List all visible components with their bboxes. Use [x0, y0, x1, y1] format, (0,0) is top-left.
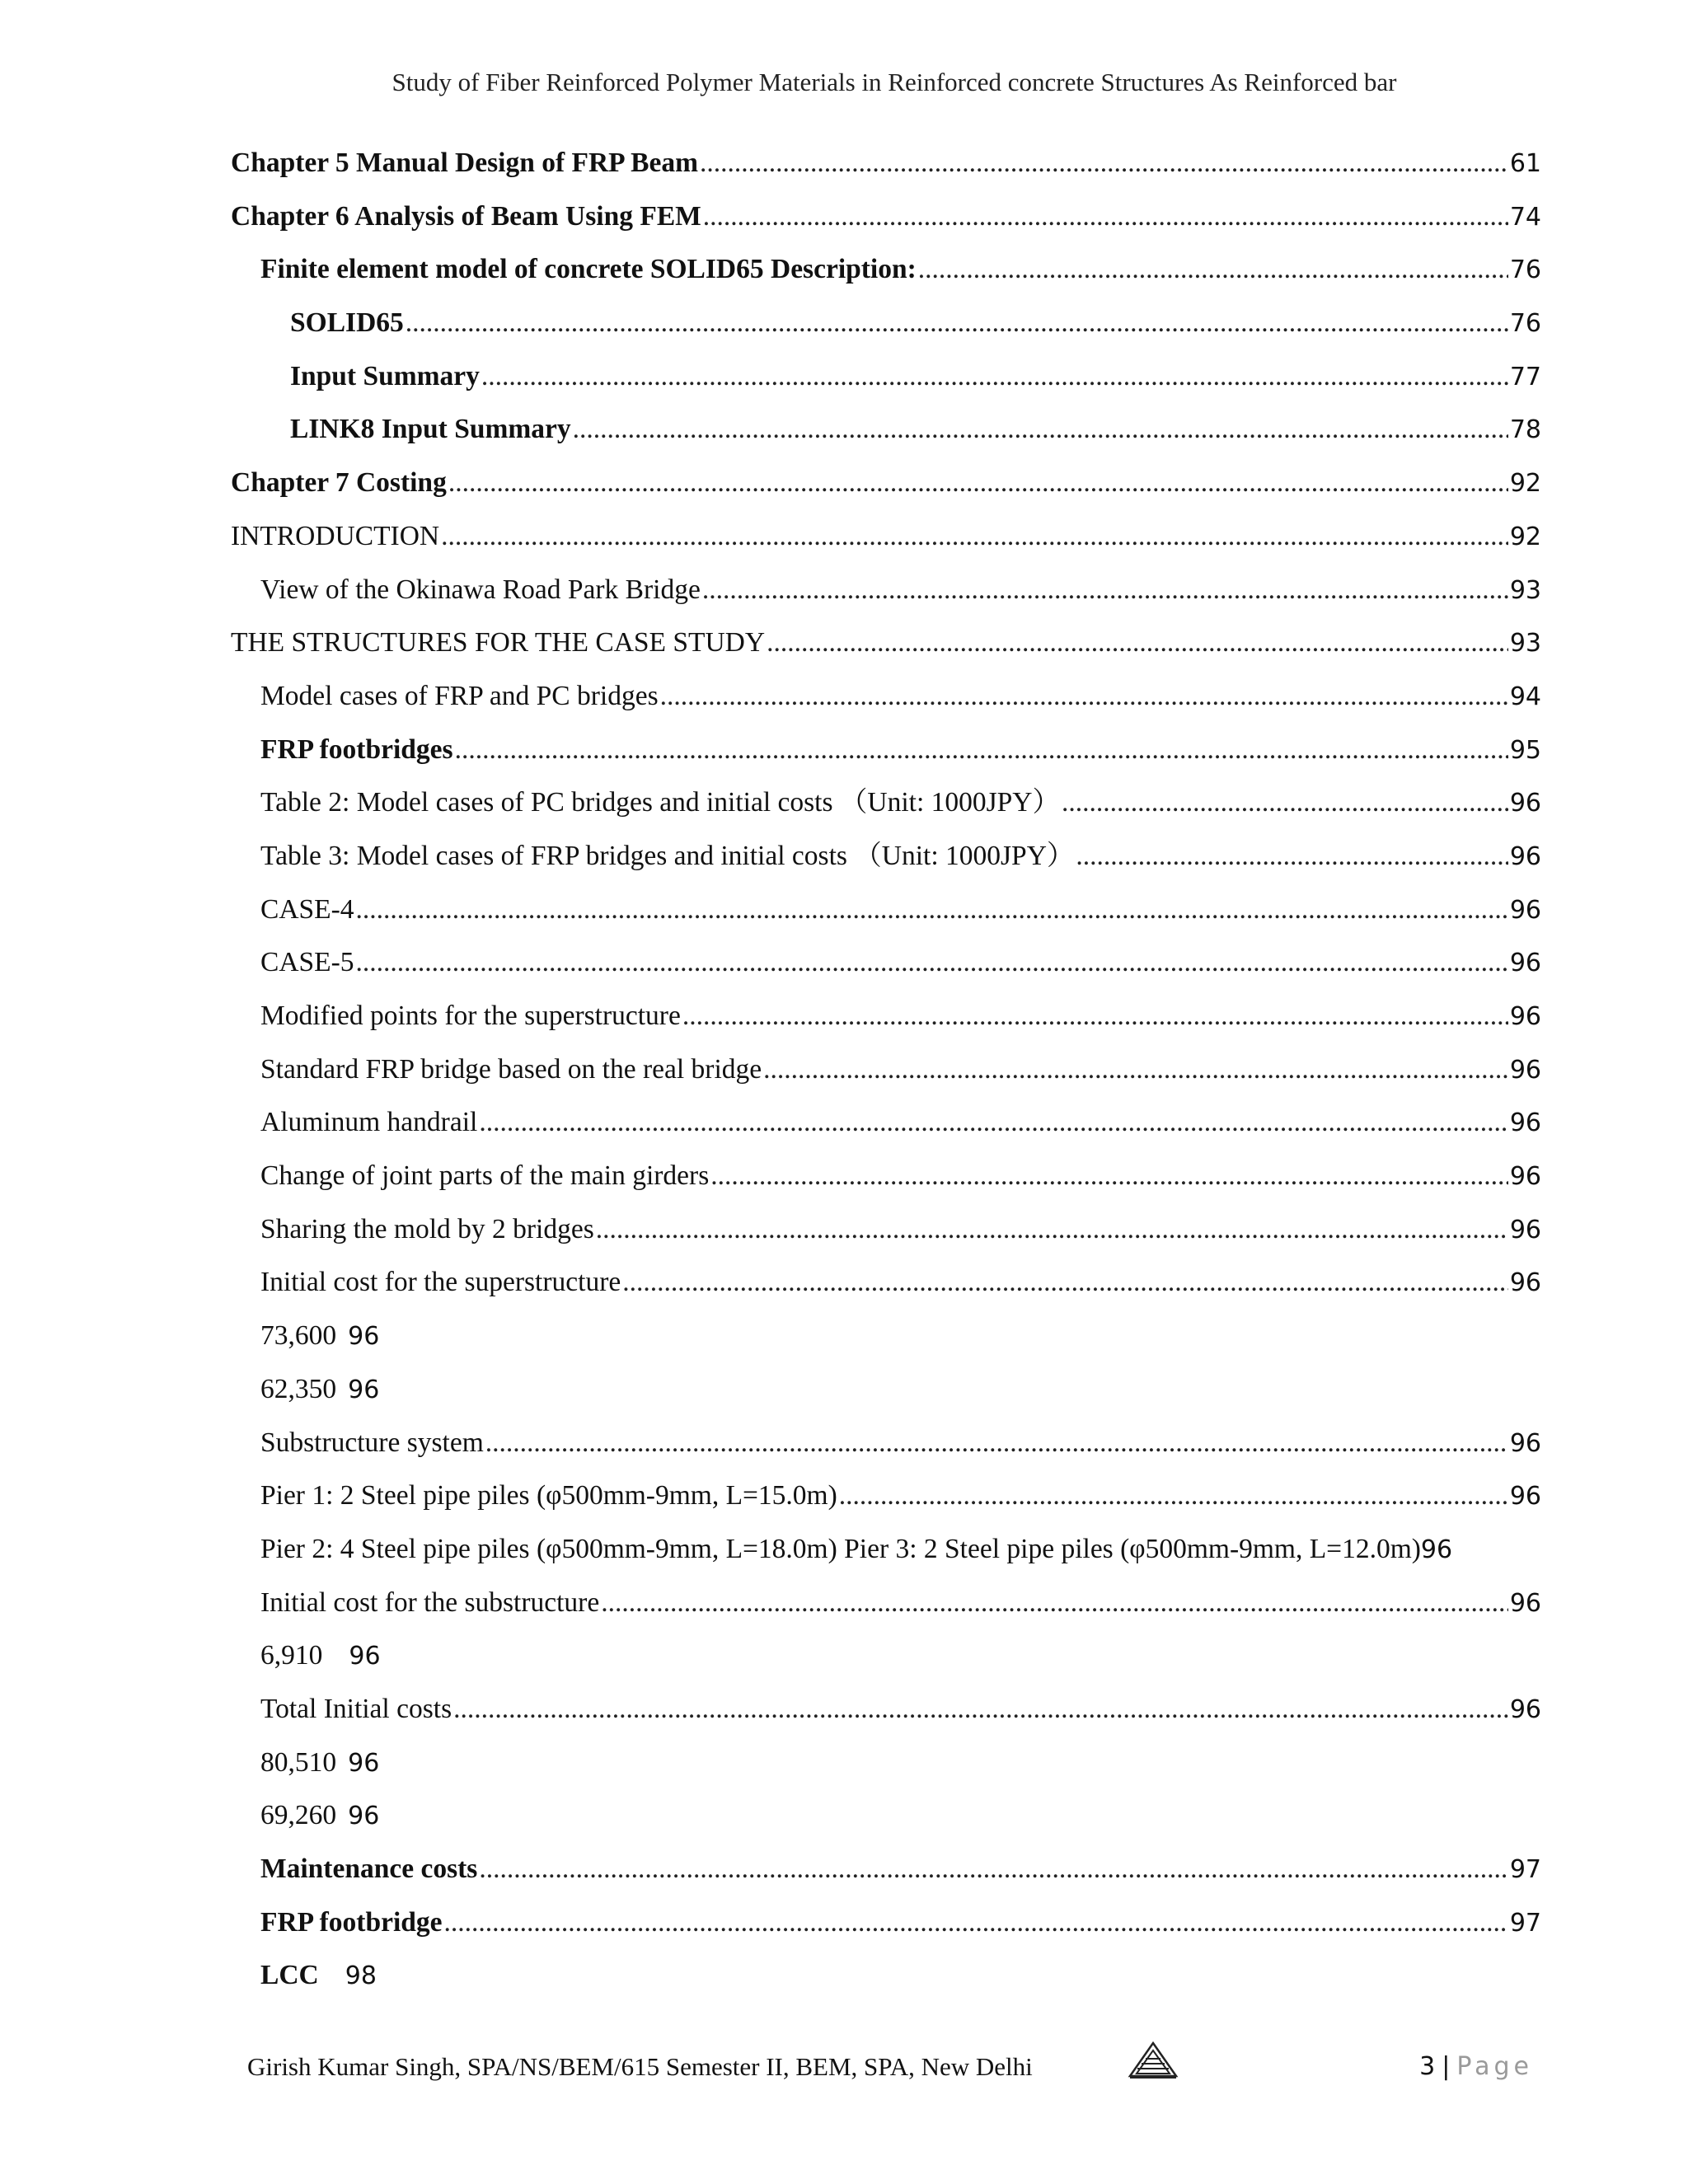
toc-entry-page: 92 [1509, 522, 1541, 551]
toc-entry-title: Table 3: Model cases of FRP bridges and initial costs （Unit: 1000JPY） [260, 840, 1075, 871]
page-word: Page [1456, 2052, 1533, 2081]
toc-entry[interactable] [231, 403, 1541, 457]
toc-entry[interactable] [231, 1843, 1541, 1896]
toc-entry-title: SOLID65 [290, 307, 404, 339]
toc-entry-page: 76 [1509, 309, 1541, 339]
toc-entry-page: 96 [1509, 949, 1541, 978]
toc-entry-page: 96 [1509, 1162, 1541, 1192]
toc-leader-dots [479, 1843, 1508, 1896]
toc-entry[interactable] [231, 776, 1541, 830]
toc-entry-title: Standard FRP bridge based on the real bridge [260, 1053, 762, 1085]
toc-entry-title: Chapter 7 Costing [231, 467, 447, 499]
toc-entry[interactable] [231, 1150, 1541, 1203]
toc-leader-dots [601, 1577, 1508, 1630]
toc-leader-dots [918, 243, 1508, 297]
toc-entry-page: 96 [1509, 1588, 1541, 1618]
toc-leader-dots [1062, 776, 1508, 830]
toc-entry[interactable] [231, 1043, 1541, 1097]
toc-entry[interactable] [231, 1629, 1541, 1683]
toc-entry-title: LCC [260, 1960, 319, 1991]
toc-entry-page: 96 [1509, 1428, 1541, 1458]
toc-entry-title: Initial cost for the superstructure [260, 1267, 621, 1298]
running-header: Study of Fiber Reinforced Polymer Materials in Reinforced concrete Structures As Reinforced bar [392, 68, 1397, 96]
toc-entry[interactable] [231, 1683, 1541, 1736]
toc-entry-title: 73,600 [260, 1320, 337, 1352]
toc-leader-dots [356, 936, 1508, 990]
toc-leader-dots [702, 564, 1508, 617]
toc-entry-title: 69,260 [260, 1800, 337, 1831]
toc-entry[interactable] [231, 616, 1541, 670]
toc-entry-title: FRP footbridge [260, 1906, 443, 1938]
toc-leader-dots [406, 297, 1508, 350]
toc-entry-page: 96 [348, 1802, 380, 1831]
toc-entry-page: 95 [1509, 735, 1541, 765]
toc-entry-title: Pier 2: 4 Steel pipe piles (φ500mm-9mm, L=18.0m) Pier 3: 2 Steel pipe piles (φ500mm-9mm, L=12.0m) [260, 1533, 1421, 1564]
page-separator: | [1442, 2052, 1451, 2081]
toc-entry[interactable] [231, 1736, 1541, 1790]
toc-entry-page: 93 [1509, 629, 1541, 658]
toc-entry[interactable] [231, 990, 1541, 1043]
toc-entry-page: 96 [1509, 1215, 1541, 1244]
toc-leader-dots [444, 1896, 1508, 1950]
table-of-contents [231, 137, 1541, 2003]
toc-entry-page: 96 [348, 1322, 380, 1352]
toc-leader-dots [453, 1683, 1508, 1736]
toc-entry[interactable] [231, 724, 1541, 777]
toc-entry-title: Input Summary [290, 360, 480, 391]
toc-entry-title: Total Initial costs [260, 1693, 452, 1724]
toc-entry-page: 94 [1509, 682, 1541, 711]
toc-entry-page: 96 [1509, 1268, 1541, 1298]
toc-entry-title: Aluminum handrail [260, 1107, 478, 1138]
toc-leader-dots [441, 510, 1508, 564]
toc-entry-page: 96 [1509, 1482, 1541, 1511]
toc-entry-title: CASE-4 [260, 893, 354, 925]
toc-entry[interactable] [231, 1523, 1541, 1577]
toc-leader-dots [596, 1203, 1508, 1257]
toc-entry[interactable] [231, 457, 1541, 510]
toc-entry[interactable] [231, 1096, 1541, 1150]
toc-leader-dots [710, 1150, 1508, 1203]
toc-entry[interactable] [231, 1363, 1541, 1417]
toc-leader-dots [573, 403, 1508, 457]
toc-entry[interactable] [231, 830, 1541, 883]
toc-entry-page: 96 [1509, 1108, 1541, 1138]
toc-entry-page: 74 [1509, 202, 1541, 232]
toc-entry-title: View of the Okinawa Road Park Bridge [260, 574, 701, 605]
toc-leader-dots [356, 883, 1508, 937]
toc-entry[interactable] [231, 1417, 1541, 1470]
toc-entry-page: 61 [1509, 149, 1541, 178]
toc-entry[interactable] [231, 1577, 1541, 1630]
toc-entry-page: 96 [1509, 1055, 1541, 1085]
toc-entry-title: Substructure system [260, 1427, 484, 1458]
toc-entry[interactable] [231, 1789, 1541, 1843]
toc-entry-title: 80,510 [260, 1746, 337, 1778]
toc-entry-page: 97 [1509, 1855, 1541, 1884]
toc-entry-title: Change of joint parts of the main girders [260, 1160, 710, 1192]
toc-entry-page: 93 [1509, 575, 1541, 605]
toc-entry-title: CASE-5 [260, 947, 354, 978]
toc-entry-title: LINK8 Input Summary [290, 414, 571, 445]
toc-entry-page: 96 [1509, 1694, 1541, 1724]
toc-entry[interactable] [231, 1203, 1541, 1257]
toc-entry-title: 6,910 [260, 1640, 323, 1671]
toc-entry[interactable] [231, 883, 1541, 937]
toc-entry[interactable] [231, 510, 1541, 564]
footer-page-number [1419, 2052, 1533, 2081]
toc-leader-dots [1076, 830, 1507, 883]
toc-entry-page: 92 [1509, 469, 1541, 499]
toc-entry[interactable] [231, 1949, 1541, 2003]
toc-entry-page: 96 [349, 1642, 381, 1671]
toc-leader-dots [767, 616, 1508, 670]
toc-entry-title: Modified points for the superstructure [260, 1001, 681, 1031]
toc-entry-title: FRP footbridges [260, 733, 453, 765]
toc-entry[interactable] [231, 564, 1541, 617]
toc-entry-page: 96 [1509, 841, 1541, 871]
toc-entry-title: Sharing the mold by 2 bridges [260, 1213, 594, 1244]
toc-entry-title: Model cases of FRP and PC bridges [260, 680, 659, 711]
toc-entry[interactable] [231, 936, 1541, 990]
toc-entry-title: THE STRUCTURES FOR THE CASE STUDY [231, 627, 766, 658]
toc-entry-title: Initial cost for the substructure [260, 1586, 600, 1618]
toc-leader-dots [763, 1043, 1508, 1097]
toc-leader-dots [682, 990, 1508, 1043]
toc-entry[interactable] [231, 1896, 1541, 1950]
toc-leader-dots [622, 1256, 1508, 1310]
toc-entry-page: 98 [345, 1961, 377, 1991]
toc-leader-dots [700, 137, 1508, 190]
toc-entry-page: 76 [1509, 255, 1541, 285]
toc-entry-title: Chapter 5 Manual Design of FRP Beam [231, 148, 699, 178]
toc-entry-page: 96 [348, 1748, 380, 1778]
toc-leader-dots [448, 457, 1508, 510]
toc-entry-title: Chapter 6 Analysis of Beam Using FEM [231, 200, 701, 232]
toc-entry-title: 62,350 [260, 1373, 337, 1404]
toc-entry-title: Table 2: Model cases of PC bridges and initial costs （Unit: 1000JPY） [260, 787, 1060, 818]
toc-entry[interactable] [231, 243, 1541, 297]
page-number: 3 [1419, 2052, 1436, 2081]
toc-leader-dots [839, 1469, 1508, 1523]
toc-entry-title: Finite element model of concrete SOLID65 Description: [260, 254, 917, 285]
toc-entry-page: 97 [1509, 1908, 1541, 1938]
toc-leader-dots [455, 724, 1508, 777]
toc-entry-title: Maintenance costs [260, 1854, 478, 1884]
toc-leader-dots [660, 670, 1508, 724]
toc-entry[interactable] [231, 1310, 1541, 1363]
toc-entry[interactable] [231, 670, 1541, 724]
institution-logo-icon [1128, 2041, 1179, 2080]
toc-entry[interactable] [231, 1256, 1541, 1310]
toc-entry[interactable] [231, 190, 1541, 244]
toc-entry-page: 96 [1509, 789, 1541, 818]
toc-entry[interactable] [231, 297, 1541, 350]
toc-leader-dots [479, 1096, 1508, 1150]
toc-leader-dots [485, 1417, 1508, 1470]
toc-entry-page: 77 [1509, 362, 1541, 391]
toc-entry[interactable] [231, 1469, 1541, 1523]
footer-author-text: Girish Kumar Singh, SPA/NS/BEM/615 Semester II, BEM, SPA, New Delhi [247, 2052, 1033, 2081]
page-footer [247, 2052, 1533, 2093]
toc-entry-page: 96 [1509, 895, 1541, 925]
toc-leader-dots [481, 350, 1508, 404]
toc-entry[interactable] [231, 137, 1541, 190]
toc-entry[interactable] [231, 350, 1541, 404]
toc-entry-page: 96 [1509, 1002, 1541, 1031]
toc-entry-page: 96 [1420, 1535, 1453, 1564]
toc-entry-title: Pier 1: 2 Steel pipe piles (φ500mm-9mm, L=15.0m) [260, 1480, 837, 1511]
toc-entry-page: 96 [348, 1375, 380, 1404]
toc-leader-dots [703, 190, 1508, 244]
toc-entry-title: INTRODUCTION [231, 520, 440, 551]
toc-entry-page: 78 [1509, 415, 1541, 445]
